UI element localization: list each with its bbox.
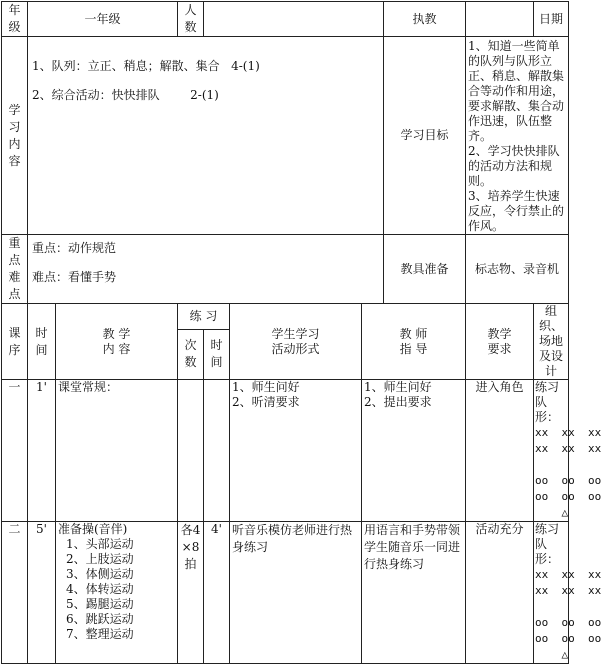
lesson-plan bbox=[1, 1, 601, 661]
content-item: 2、综合活动：快快排队 2-(1) bbox=[32, 88, 219, 102]
grade-label: 年级 bbox=[2, 2, 28, 37]
col-duration: 时间 bbox=[204, 329, 230, 379]
count-label: 人数 bbox=[178, 2, 204, 37]
key-points-cell bbox=[28, 235, 384, 304]
row2-times: 各4×8拍 bbox=[178, 522, 204, 664]
row1-duration bbox=[204, 380, 230, 522]
col-times: 次数 bbox=[178, 329, 204, 379]
goal-item: 2、学习快快排队的活动方法和规则。 bbox=[468, 144, 560, 188]
row1-student bbox=[230, 380, 362, 522]
row1-teacher bbox=[362, 380, 466, 522]
row2-content-line: 2、上肢运动 bbox=[66, 552, 134, 566]
row1-times bbox=[178, 380, 204, 522]
difficulty-text: 难点：看懂手势 bbox=[32, 270, 117, 284]
row2-content-line: 7、整理运动 bbox=[66, 627, 134, 641]
row2-org-title: 练习队形： bbox=[535, 522, 560, 566]
row2-content-line: 4、体转运动 bbox=[66, 582, 134, 596]
equipment-value: 标志物、录音机 bbox=[466, 235, 569, 304]
row1-org-title: 练习队形： bbox=[535, 380, 560, 424]
row2-time: 5' bbox=[28, 522, 56, 664]
row1-order: 一 bbox=[2, 380, 28, 522]
row2-requirement: 活动充分 bbox=[466, 522, 534, 664]
row2-formation: xx xx xx xx xx xx oo oo oo oo oo oo △ bbox=[535, 568, 601, 661]
row2-order: 二 bbox=[2, 522, 28, 664]
grade-value: 一年级 bbox=[28, 2, 178, 37]
col-organization: 组织、场地 及设计 bbox=[534, 304, 569, 380]
goals-cell bbox=[466, 37, 569, 235]
col-practice: 练 习 bbox=[178, 304, 230, 330]
focus-text: 重点：动作规范 bbox=[32, 241, 117, 255]
row2-content-line: 6、跳跃运动 bbox=[66, 612, 134, 626]
content-cell bbox=[28, 37, 384, 235]
goal-item: 1、知道一些简单的队列与队形立正、稍息、解散集合等动作和用途，要求解散、集合动作迅速，队伍整齐。 bbox=[468, 39, 565, 143]
row2-content-line: 5、踢腿运动 bbox=[66, 597, 134, 611]
row1-time: 1' bbox=[28, 380, 56, 522]
row1-organization bbox=[534, 380, 601, 522]
col-time: 时间 bbox=[28, 304, 56, 380]
row2-content-line: 1、头部运动 bbox=[66, 537, 134, 551]
key-points-label: 重点难点 bbox=[2, 235, 28, 304]
col-requirement: 教学 要求 bbox=[466, 304, 534, 380]
row1-requirement: 进入角色 bbox=[466, 380, 534, 522]
goals-label: 学习目标 bbox=[384, 37, 466, 235]
goal-item: 3、培养学生快速反应，令行禁止的作风。 bbox=[468, 189, 565, 233]
row2-student-line: 听音乐模仿老师进行热身练习 bbox=[232, 523, 353, 554]
col-content: 教 学 内 容 bbox=[56, 304, 178, 380]
row2-duration: 4' bbox=[204, 522, 230, 664]
row1-teacher-line: 1、师生问好 bbox=[364, 380, 432, 394]
row1-teacher-line: 2、提出要求 bbox=[364, 395, 432, 409]
row1-formation: xx xx xx xx xx xx oo oo oo oo oo oo △ bbox=[535, 426, 601, 519]
row2-teacher bbox=[362, 522, 466, 664]
row2-student bbox=[230, 522, 362, 664]
col-teacher: 教 师 指 导 bbox=[362, 304, 466, 380]
date-label: 日期 bbox=[534, 2, 569, 37]
teacher-value bbox=[466, 2, 534, 37]
col-order: 课序 bbox=[2, 304, 28, 380]
col-student: 学生学习 活动形式 bbox=[230, 304, 362, 380]
row2-content-line: 3、体侧运动 bbox=[66, 567, 134, 581]
count-value bbox=[204, 2, 384, 37]
lesson-plan-table bbox=[1, 1, 601, 664]
row2-organization bbox=[534, 522, 601, 664]
row2-content-line: 准备操(音伴) bbox=[58, 522, 128, 536]
row1-content-line: 课堂常规： bbox=[58, 380, 119, 394]
teacher-label: 执教 bbox=[384, 2, 466, 37]
equipment-label: 教具准备 bbox=[384, 235, 466, 304]
content-item: 1、队列：立正、稍息；解散、集合 4-(1) bbox=[32, 59, 260, 73]
row2-teacher-line: 用语言和手势带领学生随音乐一同进行热身练习 bbox=[364, 523, 461, 571]
row1-student-line: 1、师生问好 bbox=[232, 380, 300, 394]
content-label: 学习内容 bbox=[2, 37, 28, 235]
row1-content bbox=[56, 380, 178, 522]
row1-student-line: 2、听清要求 bbox=[232, 395, 300, 409]
row2-content bbox=[56, 522, 178, 664]
